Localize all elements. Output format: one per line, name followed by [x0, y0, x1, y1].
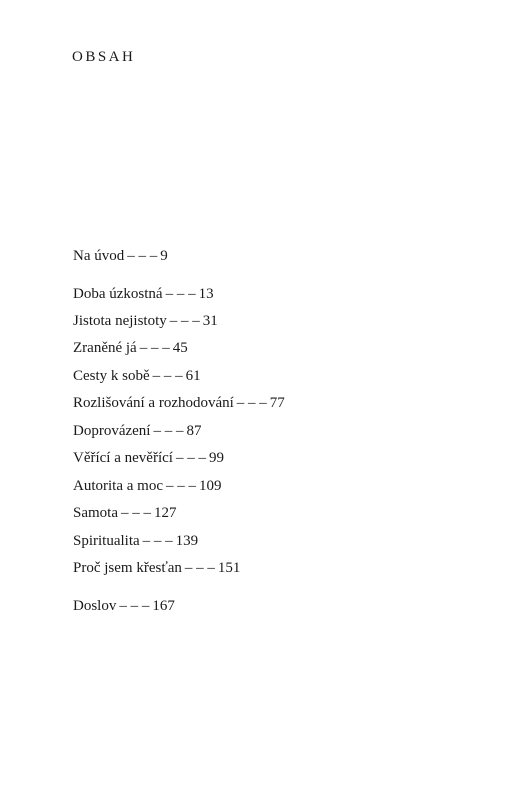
entry-separator: – – –	[153, 423, 184, 439]
entry-title: Jistota nejistoty	[73, 313, 167, 329]
entry-separator: – – –	[119, 598, 150, 614]
entry-title: Spiritualita	[73, 533, 140, 549]
toc-entry	[73, 448, 224, 468]
entry-separator: – – –	[127, 248, 158, 264]
entry-separator: – – –	[165, 286, 196, 302]
entry-page-number: 45	[172, 340, 188, 356]
entry-separator: – – –	[165, 478, 196, 494]
entry-title: Autorita a moc	[73, 478, 163, 494]
toc-entry	[73, 366, 201, 386]
entry-separator: – – –	[175, 450, 206, 466]
entry-separator: – – –	[184, 560, 215, 576]
entry-page-number: 167	[152, 598, 175, 614]
entry-title: Samota	[73, 505, 118, 521]
entry-page-number: 87	[186, 423, 202, 439]
entry-page-number: 61	[185, 368, 201, 384]
entry-title: Doprovázení	[73, 423, 151, 439]
toc-entry	[73, 531, 198, 551]
entry-title: Věřící a nevěřící	[73, 450, 173, 466]
toc-entry	[73, 311, 218, 331]
entry-page-number: 31	[202, 313, 218, 329]
page-title: OBSAH	[72, 49, 136, 65]
toc-entry	[73, 596, 175, 616]
entry-title: Zraněné já	[73, 340, 137, 356]
entry-page-number: 151	[217, 560, 241, 576]
entry-title: Doslov	[73, 598, 117, 614]
entry-separator: – – –	[169, 313, 200, 329]
entry-page-number: 13	[198, 286, 214, 302]
toc-entry	[73, 503, 177, 523]
entry-page-number: 77	[269, 395, 285, 411]
toc-entry	[73, 421, 201, 441]
entry-title: Rozlišování a rozhodování	[73, 395, 234, 411]
entry-page-number: 99	[208, 450, 224, 466]
toc-entry	[73, 284, 214, 304]
entry-separator: – – –	[152, 368, 183, 384]
entry-title: Cesty k sobě	[73, 368, 150, 384]
toc-entry	[73, 338, 188, 358]
entry-separator: – – –	[236, 395, 267, 411]
entry-title: Na úvod	[73, 248, 125, 264]
entry-title: Doba úzkostná	[73, 286, 163, 302]
toc-entry	[73, 393, 285, 413]
entry-page-number: 139	[175, 533, 199, 549]
toc-entry	[73, 246, 168, 266]
entry-title: Proč jsem křesťan	[73, 560, 182, 576]
entry-page-number: 9	[160, 248, 168, 264]
entry-separator: – – –	[142, 533, 173, 549]
entry-page-number: 127	[154, 505, 177, 521]
entry-separator: – – –	[139, 340, 170, 356]
toc-entry	[73, 476, 221, 496]
toc-entry	[73, 558, 240, 578]
entry-page-number: 109	[198, 478, 222, 494]
entry-separator: – – –	[121, 505, 151, 521]
